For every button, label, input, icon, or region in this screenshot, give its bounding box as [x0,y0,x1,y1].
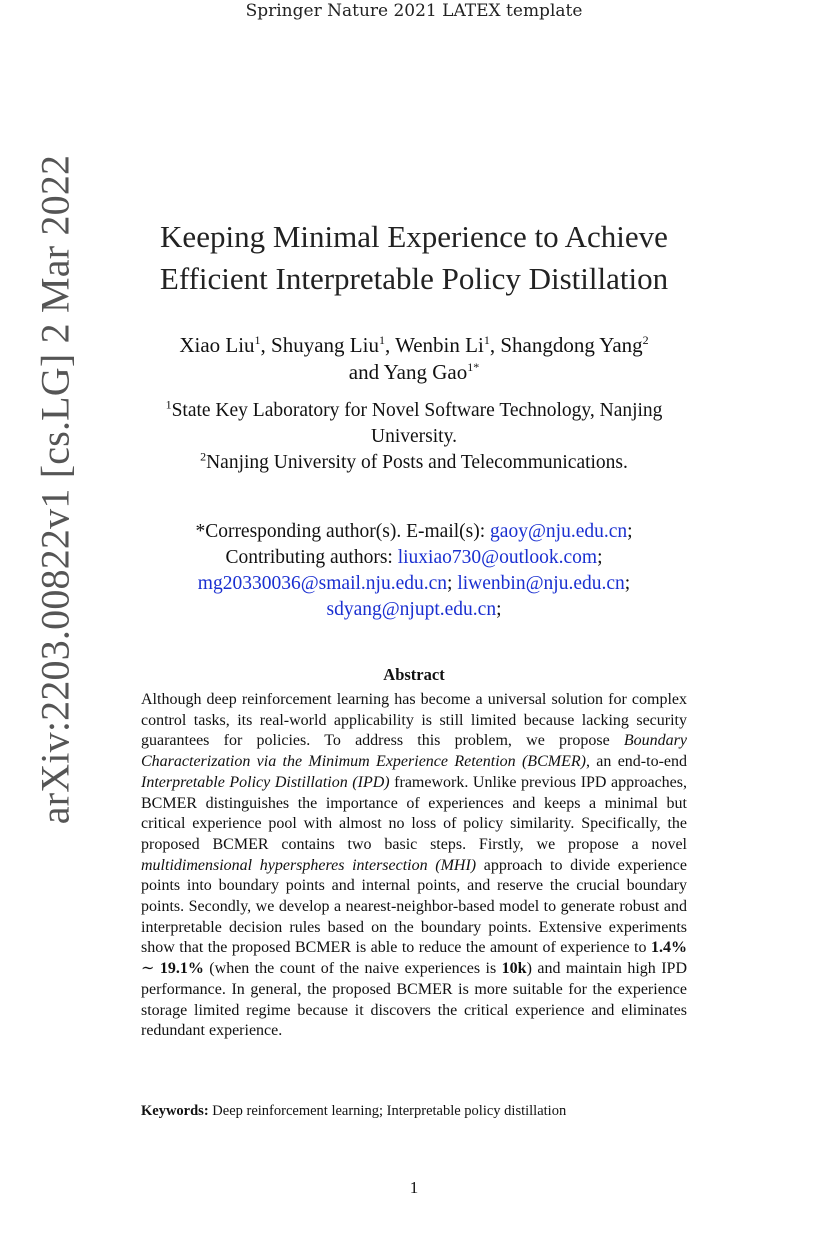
corresponding-email-link[interactable]: gaoy@nju.edu.cn [490,521,628,542]
affiliation-mark: 2 [200,449,207,464]
affiliation-2 [120,450,708,476]
abstract-text: framework. Unlike previous IPD approaches, BCMER distinguishes the importance of experiences and keeps a minimal but critical experience pool with almost no loss of policy similarity. Specifically, the proposed BCMER contains two basic steps. Firstly, we propose a novel [141,773,688,853]
author-list [120,332,708,386]
affiliation-text: Nanjing University of Posts and Telecommunications. [206,452,628,473]
affiliation-mark: 1 [165,397,172,412]
affiliation-mark: 1 [483,333,490,347]
abstract-bold: 19.1% [159,960,204,978]
contributing-line-2 [120,571,708,597]
author-name: Shangdong Yang [500,333,643,357]
affiliations [120,398,708,476]
keywords-label: Keywords: [141,1103,209,1119]
author-line-1 [120,332,708,359]
contributing-line-3 [120,597,708,623]
affiliation-mark: 1 [254,333,261,347]
abstract-emphasis: multidimensional hyperspheres intersection (MHI) [141,856,477,874]
author-name: Wenbin Li [395,333,484,357]
keywords [141,1103,701,1120]
page-number: 1 [409,1178,419,1197]
abstract-text: (when the count of the naive experiences is [203,960,502,978]
email-link[interactable]: sdyang@njupt.edu.cn [326,599,497,620]
abstract-text: ∼ [141,960,160,978]
title-line-2: Efficient Interpretable Policy Distillation [159,261,669,296]
author-name: Shuyang Liu [271,333,379,357]
affiliation-1-line-1 [120,398,708,424]
abstract-text: Although deep reinforcement learning has become a universal solution for complex control tasks, its real-world applicability is still limited because lacking security guarantees for policies. To address this problem, we propose [141,691,687,750]
contributing-label: Contributing authors: [225,547,398,568]
title-line-1: Keeping Minimal Experience to Achieve [160,219,668,254]
author-and: and [348,360,384,384]
email-separator: ; [627,521,633,542]
arxiv-identifier[interactable]: arXiv:2203.00822v1 [cs.LG] 2 Mar 2022 [32,154,78,824]
affiliation-mark: 2 [642,333,649,347]
abstract-heading: Abstract [383,665,445,684]
author-separator: , [384,333,396,357]
keywords-text: Deep reinforcement learning; Interpretable policy distillation [208,1103,567,1119]
corresponding-label: *Corresponding author(s). E-mail(s): [195,521,491,542]
running-header: Springer Nature 2021 LATEX template [245,1,583,21]
author-line-2 [120,359,708,386]
email-link[interactable]: liuxiao730@outlook.com [397,547,598,568]
corresponding-line [120,519,708,545]
abstract-text: ) and maintain high IPD performance. In general, the proposed BCMER is more suitable for the experience storage limited regime because it discovers the critical experience and eliminates redundant experience. [141,960,688,1040]
email-separator: ; [496,599,502,620]
email-link[interactable]: mg20330036@smail.nju.edu.cn [197,573,448,594]
author-separator: , [489,333,501,357]
contact-block [120,519,708,623]
author-name: Yang Gao [383,360,468,384]
author-name: Xiao Liu [179,333,255,357]
affiliation-mark: 1 [378,333,385,347]
abstract-bold: 1.4% [651,939,687,957]
email-separator: ; [597,547,603,568]
email-separator: ; [447,573,453,594]
affiliation-mark: 1* [467,360,480,374]
email-separator: ; [624,573,631,594]
abstract-emphasis: Interpretable Policy Distillation (IPD) [141,773,390,791]
arxiv-sidebar [32,154,78,824]
email-link[interactable]: liwenbin@nju.edu.cn [457,573,625,594]
affiliation-text: State Key Laboratory for Novel Software Technology, Nanjing [171,400,663,421]
contributing-line [120,545,708,571]
abstract-text: approach to divide experience points into boundary points and internal points, and reserve the crucial boundary points. Secondly, we develop a nearest-neighbor-based model to generate robust and interpretable decision rules based on the boundary points. Extensive experiments show that the proposed BCMER is able to reduce the amount of experience to [141,856,687,957]
abstract-emphasis: Boundary Characterization via the Minimum Experience Retention (BCMER) [141,732,687,771]
abstract-text: , an end-to-end [585,753,688,771]
paper-title [120,216,708,300]
author-separator: , [260,333,272,357]
affiliation-1-line-2: University. [371,426,457,447]
abstract-bold: 10k [501,960,527,978]
abstract-body [141,690,687,1042]
